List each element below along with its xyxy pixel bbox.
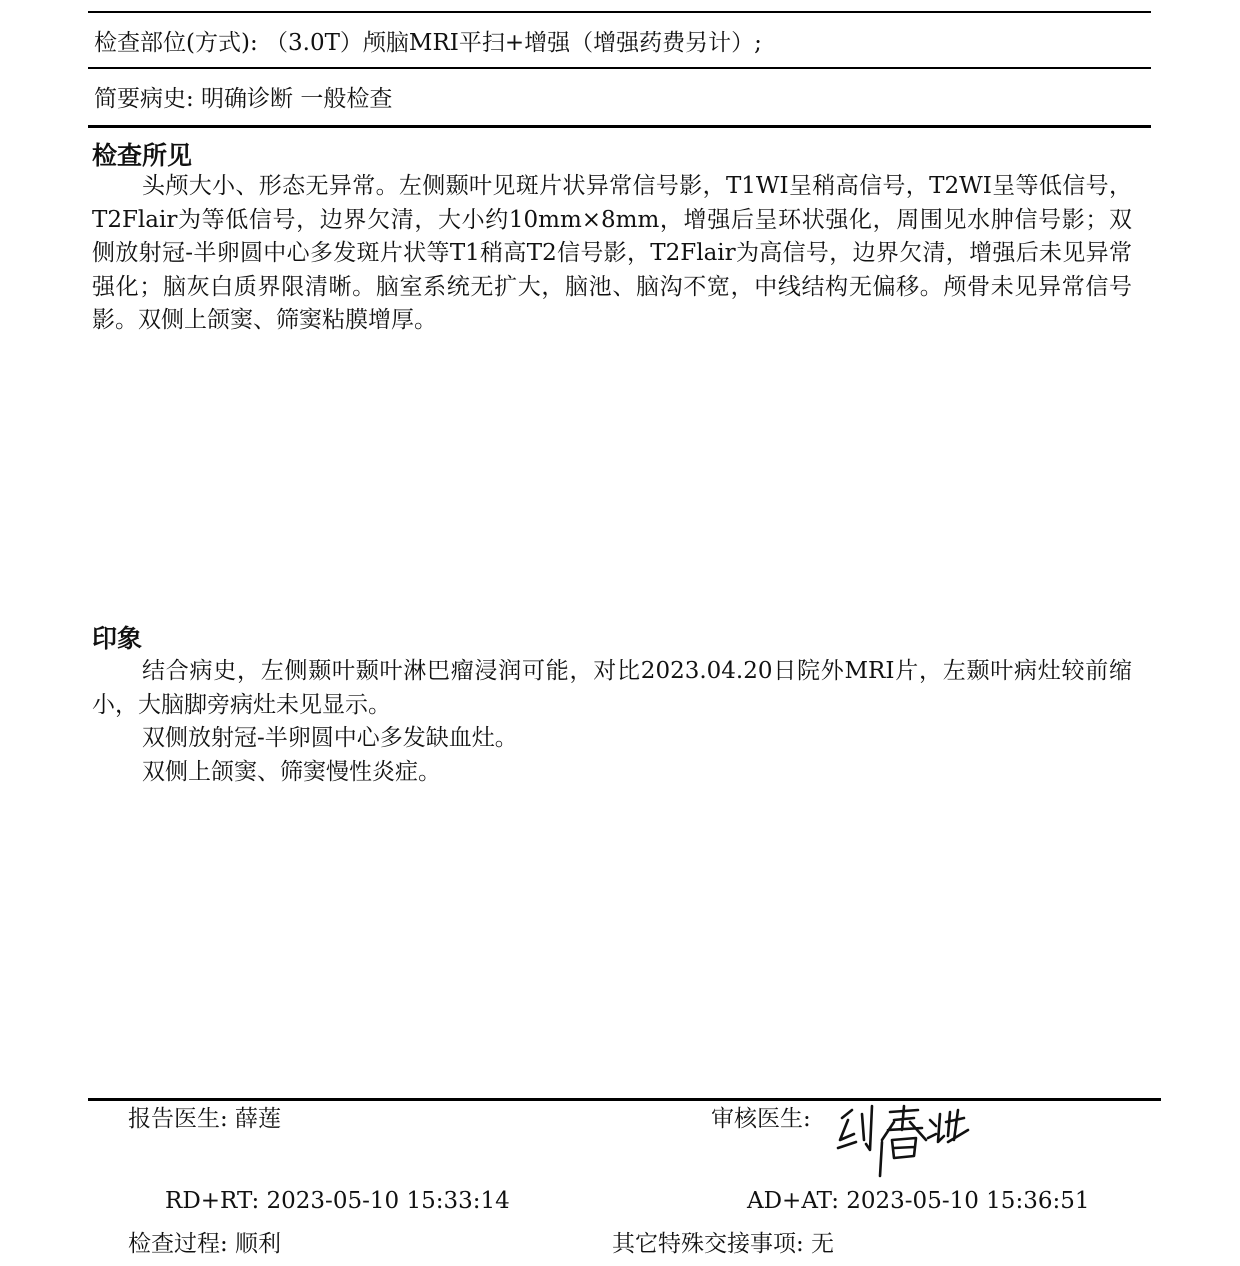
top-rule — [88, 11, 1151, 13]
impression-item: 双侧放射冠-半卵圆中心多发缺血灶。 — [142, 725, 518, 751]
impression-item: 双侧上颌窦、筛窦慢性炎症。 — [142, 758, 441, 785]
report-doctor: 报告医生: 薛莲 — [128, 1106, 282, 1132]
brief-history-line: 简要病史: 明确诊断 一般检查 — [94, 86, 393, 112]
rd-rt-timestamp: RD+RT: 2023-05-10 15:33:14 — [165, 1188, 510, 1214]
impression-item: 结合病史，左侧颞叶颞叶淋巴瘤浸润可能，对比2023.04.20日院外MRI片，左颞叶病灶较前缩小，大脑脚旁病灶未见显示。 — [92, 658, 1132, 718]
ad-at-timestamp: AD+AT: 2023-05-10 15:36:51 — [747, 1188, 1090, 1214]
impression-heading: 印象 — [92, 624, 143, 653]
rule-under-history — [88, 125, 1151, 128]
footer-rule — [88, 1098, 1161, 1101]
other-notes: 其它特殊交接事项: 无 — [612, 1231, 835, 1257]
impression-body — [92, 655, 1132, 789]
findings-heading: 检查所见 — [92, 141, 193, 170]
findings-text: 头颅大小、形态无异常。左侧颞叶见斑片状异常信号影，T1WI呈稍高信号，T2WI呈等低信号，T2Flair为等低信号，边界欠清，大小约10mm×8mm，增强后呈环状强化，周围见水肿信号影；双侧放射冠-半卵圆中心多发斑片状等T1稍高T2信号影，T2Flair为高信号，边界欠清，增强后未见异常强化；脑灰白质界限清晰。脑室系统无扩大，脑池、脑沟不宽，中线结构无偏移。颅骨未见异常信号影。双侧上颌窦、筛窦粘膜增厚。 — [92, 173, 1132, 333]
findings-body — [92, 170, 1132, 338]
reviewer-signature — [832, 1100, 982, 1180]
exam-process: 检查过程: 顺利 — [128, 1231, 282, 1257]
review-doctor-label: 审核医生: — [711, 1106, 811, 1132]
exam-site-line: 检查部位(方式): （3.0T）颅脑MRI平扫+增强（增强药费另计）; — [94, 30, 762, 56]
rule-under-exam-site — [88, 67, 1151, 69]
